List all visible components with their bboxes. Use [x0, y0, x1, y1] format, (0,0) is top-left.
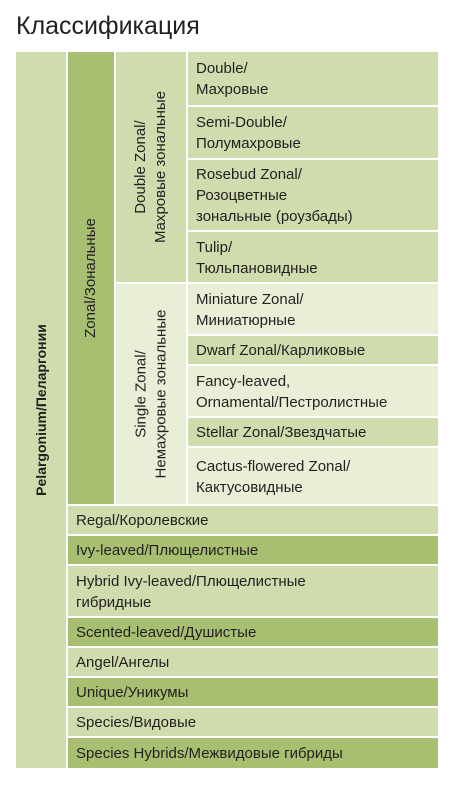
stellar-item: [188, 418, 438, 446]
group-label: Species/Видовые: [76, 714, 197, 731]
group-label-line2: гибридные: [76, 593, 152, 611]
group-label: Scented-leaved/Душистые: [76, 624, 257, 641]
single-zonal-label-line1: Single Zonal/: [132, 350, 149, 438]
single-zonal-cell: [116, 284, 186, 504]
item-line2: Полумахровые: [196, 135, 301, 152]
group-label: Unique/Уникумы: [76, 684, 189, 701]
double-zonal-label-line1: Double Zonal/: [132, 120, 150, 214]
root-category-cell: [16, 52, 66, 768]
group-label: Regal/Королевские: [76, 512, 209, 529]
item-line2: Кактусовидные: [196, 478, 303, 496]
group-row-species-hybrids: [68, 738, 438, 768]
item-line2: Миниатюрные: [196, 311, 296, 329]
zonal-category-cell: [68, 52, 114, 504]
item-line1: Fancy-leaved,: [196, 372, 291, 390]
group-label: Species Hybrids/Межвидовые гибриды: [76, 745, 343, 762]
root-category-label: Pelargonium/Пеларгонии: [33, 324, 50, 496]
cactus-flowered-item: [188, 448, 438, 504]
double-item: [188, 52, 438, 105]
item-line3: зональные (роузбады): [196, 208, 353, 225]
fancy-leaved-item: [188, 366, 438, 416]
double-zonal-cell: [116, 52, 186, 282]
item-line1: Miniature Zonal/: [196, 290, 304, 308]
zonal-category-label: Zonal/Зональные: [82, 218, 100, 338]
page-title: Классификация: [16, 12, 200, 40]
group-row-scented-leaved: [68, 618, 438, 646]
dwarf-item: [188, 336, 438, 364]
item-line1: Semi-Double/: [196, 114, 287, 131]
item-line2: Ornamental/Пестролистные: [196, 393, 388, 411]
semi-double-item: [188, 107, 438, 158]
item-line1: Stellar Zonal/Звездчатые: [196, 424, 367, 441]
group-row-ivy-leaved: [68, 536, 438, 564]
group-label: Hybrid Ivy-leaved/Плющелистные: [76, 572, 306, 590]
item-line1: Dwarf Zonal/Карликовые: [196, 342, 366, 359]
rosebud-item: [188, 160, 438, 230]
group-row-species: [68, 708, 438, 736]
double-zonal-label: [131, 91, 171, 243]
item-line1: Cactus-flowered Zonal/: [196, 457, 351, 475]
group-row-regal: [68, 506, 438, 534]
item-line1: Double/: [196, 60, 248, 77]
miniature-item: [188, 284, 438, 334]
tulip-item: [188, 232, 438, 282]
group-label: Ivy-leaved/Плющелистные: [76, 542, 259, 559]
item-line2: Тюльпановидные: [196, 259, 318, 277]
double-zonal-label-line2: Махровые зональные: [152, 90, 170, 244]
group-row-angel: [68, 648, 438, 676]
item-line2: Махровые: [196, 81, 269, 98]
single-zonal-label: [131, 310, 171, 479]
item-line1: Rosebud Zonal/: [196, 166, 302, 183]
item-line1: Tulip/: [196, 238, 233, 256]
single-zonal-label-line2: Немахровые зональные: [152, 309, 169, 479]
group-label: Angel/Ангелы: [76, 654, 170, 671]
item-line2: Розоцветные: [196, 187, 288, 204]
group-row-unique: [68, 678, 438, 706]
group-row-hybrid-ivy: [68, 566, 438, 616]
